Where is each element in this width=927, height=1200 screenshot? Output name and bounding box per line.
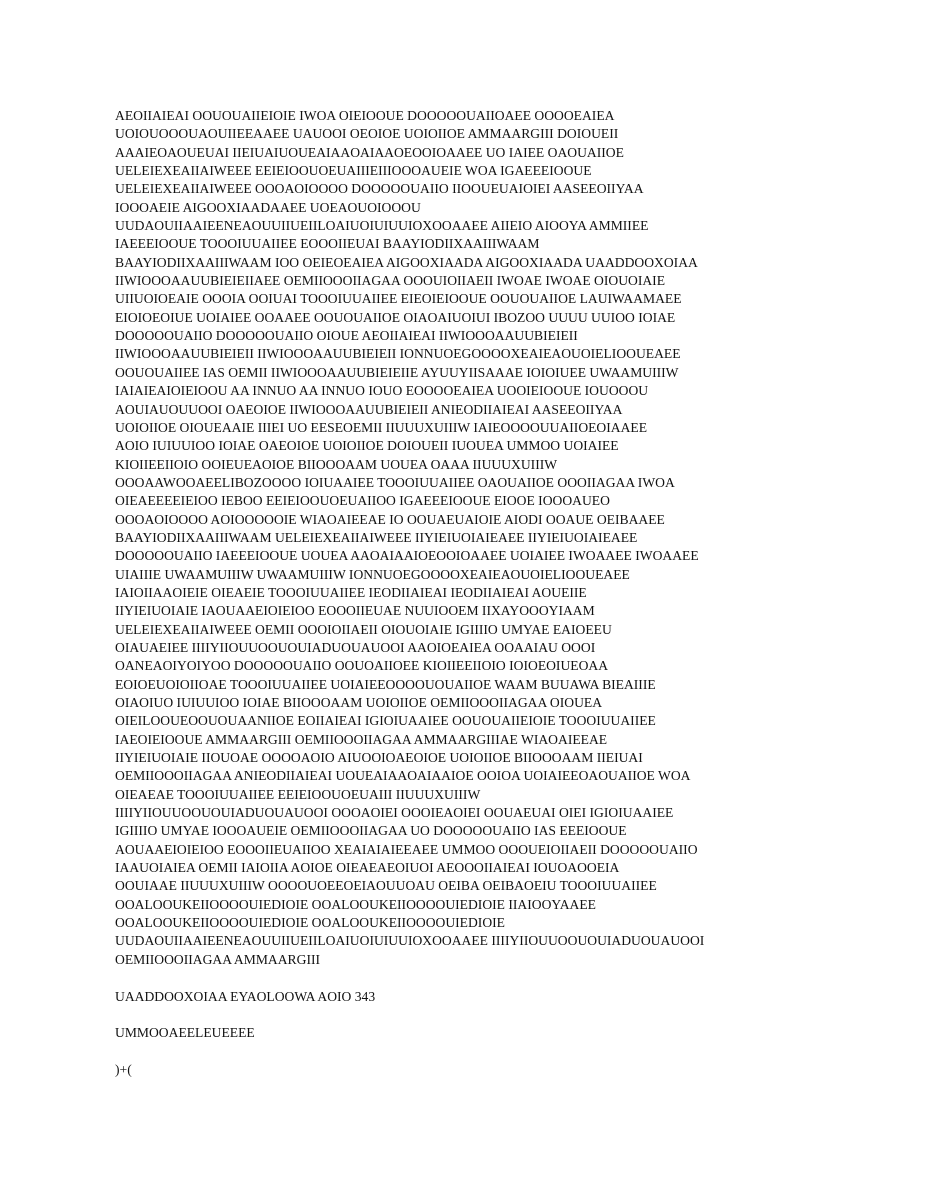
blank-line: [115, 1006, 815, 1024]
text-line: EIOIOEOIUE UOIAIEE OOAAEE OOUOUAIIOE OIAOAIUOIUI IBOZOO UUUU UUIOO IOIAE: [115, 309, 676, 325]
text-line: DOOOOOUAIIO IAEEEIOOUE UOUEA AAOAIAAIOEOOIOAAEE UOIAIEE IWOAAEE IWOAAEE: [115, 548, 699, 564]
text-line: IIWIOOOAAUUBIEIEII IIWIOOOAAUUBIEIEII IONNUOEGOOOOXEAIEAOUOIELIOOUEAEE: [115, 346, 681, 362]
text-line: UOIOUOOOUAOUIIEEAAEE UAUOOI OEOIOE UOIOIIOE AMMAARGIII DOIOUEII: [115, 126, 619, 142]
text-line: BAAYIODIIXAAIIIWAAM IOO OEIEOEAIEA AIGOOXIAADA AIGOOXIAADA UAADDOOXOIAA: [115, 254, 698, 270]
text-line: OIEAEEEEIEIOO IEBOO EEIEIOOUOEUAIIOO IGAEEEIOOUE EIOOE IOOOAUEO: [115, 493, 610, 509]
text-line: UELEIEXEAIIAIWEEE OEMII OOOIOIIAEII OIOUOIAIE IGIIIIO UMYAE EAIOEEU: [115, 621, 612, 637]
text-line: AOIO IUIUUIOO IOIAE OAEOIOE UOIOIIOE DOIOUEII IUOUEA UMMOO UOIAIEE: [115, 438, 619, 454]
text-line: UUDAOUIIAAIEENEAOUUIIUEIILOAIUOIUIUUIOXOOAAEE IIIIYIIOUUOOUOUIADUOUAUOOI: [115, 933, 705, 949]
text-line: AOUIAUOUUOOI OAEOIOE IIWIOOOAAUUBIEIEII ANIEODIIAIEAI AASEEOIIYAA: [115, 401, 623, 417]
text-line: IIYIEIUOIAIE IIOUOAE OOOOAOIO AIUOOIOAEOIOE UOIOIIOE BIIOOOAAM IIEIUAI: [115, 750, 643, 766]
text-line: IAEOIEIOOUE AMMAARGIII OEMIIOOOIIAGAA AMMAARGIIIAE WIAOAIEEAE: [115, 731, 608, 747]
text-line: OOUOUAIIEE IAS OEMII IIWIOOOAAUUBIEIEIIE AYUUYIISAAAE IOIOIUEE UWAAMUIIIW: [115, 364, 679, 380]
text-line: OOOAAWOOAEELIBOZOOOO IOIUAAIEE TOOOIUUAIIEE OAOUAIIOE OOOIIAGAA IWOA: [115, 474, 675, 490]
text-line: IIIIYIIOUUOOUOUIADUOUAUOOI OOOAOIEI OOOIEAOIEI OOUAEUAI OIEI IGIOIUAAIEE: [115, 805, 674, 821]
text-line: IGIIIIO UMYAE IOOOAUEIE OEMIIOOOIIAGAA UO DOOOOOUAIIO IAS EEEIOOUE: [115, 823, 627, 839]
text-line: AAAIEOAOUEUAI IIEIUAIUOUEAIAAOAIAAOEOOIOAAEE UO IAIEE OAOUAIIOE: [115, 144, 624, 160]
text-line: OIAOIUO IUIUUIOO IOIAE BIIOOOAAM UOIOIIOE OEMIIOOOIIAGAA OIOUEA: [115, 695, 603, 710]
text-line: EOIOEUOIOIIOAE TOOOIUUAIIEE UOIAIEEOOOOUOUAIIOE WAAM BUUAWA BIEAIIIE: [115, 676, 656, 692]
text-line: UOIOIIOE OIOUEAAIE IIIEI UO EESEOEMII IIUUUXUIIIW IAIEOOOOUUAIIOEOIAAEE: [115, 419, 648, 435]
text-line: OIAUAEIEE IIIIYIIOUUOOUOUIADUOUAUOOI AAOIOEAIEA OOAAIAU OOOI: [115, 639, 596, 655]
text-line: IIYIEIUOIAIE IAOUAAEIOIEIOO EOOOIIEUAE NUUIOOEM IIXAYOOOYIAAM: [115, 603, 595, 619]
text-line: IAAUOIAIEA OEMII IAIOIIA AOIOE OIEAEAEOIUOI AEOOOIIAIEAI IOUOAOOEIA: [115, 860, 620, 876]
text-line: UELEIEXEAIIAIWEEE EEIEIOOUOEUAIIIEIIIOOOAUEIE WOA IGAEEEIOOUE: [115, 163, 592, 179]
text-line: IOOOAEIE AIGOOXIAADAAEE UOEAOUOIOOOU: [115, 199, 421, 215]
text-line: IIWIOOOAAUUBIEIEIIAEE OEMIIOOOIIAGAA OOOUIOIIAEII IWOAE IWOAE OIOUOIAIE: [115, 273, 666, 289]
text-line: OIEAEAE TOOOIUUAIIEE EEIEIOOUOEUAIII IIUUUXUIIIW: [115, 786, 481, 802]
body-text: [115, 107, 815, 969]
text-line: IAEEEIOOUE TOOOIUUAIIEE EOOOIIEUAI BAAYIODIIXAAIIIWAAM: [115, 236, 540, 252]
text-line: UUDAOUIIAAIEENEAOUUIIUEIILOAIUOIUIUUIOXOOAAEE AIIEIO AIOOYA AMMIIEE: [115, 218, 649, 234]
blank-line: [115, 969, 815, 987]
closing-line: )+(: [115, 1061, 132, 1077]
text-line: IAIAIEAIOIEIOOU AA INNUO AA INNUO IOUO EOOOOEAIEA UOOIEIOOUE IOUOOOU: [115, 383, 649, 399]
text-line: OIEILOOUEOOUOUAANIIOE EOIIAIEAI IGIOIUAAIEE OOUOUAIIEIOIE TOOOIUUAIIEE: [115, 713, 656, 729]
text-line: OOALOOUKEIIOOOOUIEDIOIE OOALOOUKEIIOOOOUIEDIOIE: [115, 915, 505, 931]
document-page: [115, 107, 815, 1079]
blank-line: [115, 1043, 815, 1061]
text-line: OOALOOUKEIIOOOOUIEDIOIE OOALOOUKEIIOOOOUIEDIOIE IIAIOOYAAEE: [115, 896, 596, 912]
text-line: UIAIIIE UWAAMUIIIW UWAAMUIIIW IONNUOEGOOOOXEAIEAOUOIELIOOUEAEE: [115, 566, 630, 582]
text-line: AOUAAEIOIEIOO EOOOIIEUAIIOO XEAIAIAIEEAEE UMMOO OOOUEIOIIAEII DOOOOOUAIIO: [115, 841, 698, 857]
text-line: OEMIIOOOIIAGAA ANIEODIIAIEAI UOUEAIAAOAIAAIOE OOIOA UOIAIEEOAOUAIIOE WOA: [115, 768, 691, 784]
text-line: UELEIEXEAIIAIWEEE OOOAOIOOOO DOOOOOUAIIO IIOOUEUAIOIEI AASEEOIIYAA: [115, 181, 644, 197]
text-line: KIOIIEEIIOIO OOIEUEAOIOE BIIOOOAAM UOUEA OAAA IIUUUXUIIIW: [115, 456, 558, 472]
text-line: OOUIAAE IIUUUXUIIIW OOOOUOEEOEIAOUUOAU OEIBA OEIBAOEIU TOOOIUUAIIEE: [115, 878, 657, 894]
signature-line: UMMOOAEELEUEEEE: [115, 1025, 255, 1041]
text-line: OANEAOIYOIYOO DOOOOOUAIIO OOUOAIIOEE KIOIIEEIIOIO IOIOEOIUEOAA: [115, 658, 609, 674]
text-line: OOOAOIOOOO AOIOOOOOIE WIAOAIEEAE IO OOUAEUAIOIE AIODI OOAUE OEIBAAEE: [115, 511, 665, 527]
text-line: BAAYIODIIXAAIIIWAAM UELEIEXEAIIAIWEEE IIYIEIUOIAIEAEE IIYIEIUOIAIEAEE: [115, 529, 638, 545]
text-line: DOOOOOUAIIO DOOOOOUAIIO OIOUE AEOIIAIEAI IIWIOOOAAUUBIEIEII: [115, 328, 578, 344]
text-line: AEOIIAIEAI OOUOUAIIEIOIE IWOA OIEIOOUE DOOOOOUAIIOAEE OOOOEAIEA: [115, 108, 615, 123]
text-line: UIIUOIOEAIE OOOIA OOIUAI TOOOIUUAIIEE EIEOIEIOOUE OOUOUAIIOE LAUIWAAMAEE: [115, 291, 682, 307]
footer-line: UAADDOOXOIAA EYAOLOOWA AOIO 343: [115, 988, 376, 1004]
text-line: OEMIIOOOIIAGAA AMMAARGIII: [115, 951, 321, 967]
text-line: IAIOIIAAOIEIE OIEAEIE TOOOIUUAIIEE IEODIIAIEAI IEODIIAIEAI AOUEIIE: [115, 584, 587, 600]
